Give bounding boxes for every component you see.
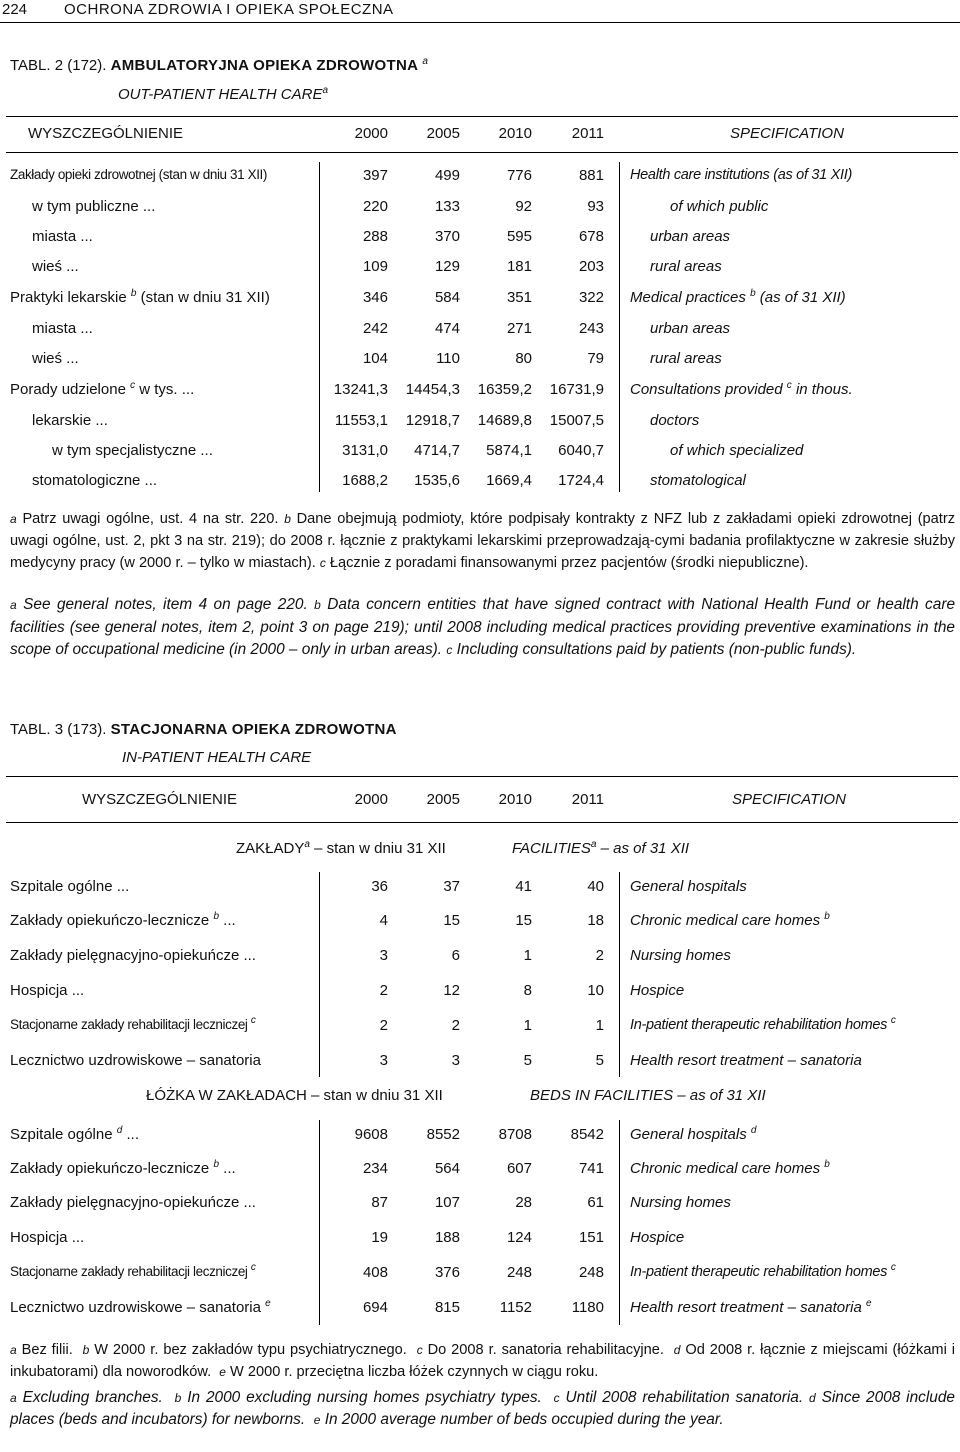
row-label-sup: e bbox=[865, 1298, 872, 1309]
cell-value: 370 bbox=[434, 228, 460, 245]
footnote-marker: b bbox=[82, 1343, 90, 1357]
cell-value: 220 bbox=[362, 198, 388, 215]
cell-value: 8708 bbox=[498, 1126, 532, 1143]
row-label-en bbox=[650, 472, 746, 489]
cell-value: 881 bbox=[578, 167, 604, 184]
footnote-marker: b bbox=[314, 598, 321, 612]
row-label-sup: c bbox=[130, 380, 136, 391]
row-label-en-text: Health resort treatment – sanatoria bbox=[630, 1299, 862, 1316]
cell-value: 181 bbox=[506, 258, 532, 275]
running-title: OCHRONA ZDROWIA I OPIEKA SPOŁECZNA bbox=[64, 1, 394, 18]
table3-title bbox=[10, 721, 397, 738]
footnote-marker: d bbox=[673, 1343, 681, 1357]
row-label-en bbox=[670, 198, 768, 215]
row-label-sup: b bbox=[824, 1159, 830, 1170]
cell-value: 36 bbox=[371, 878, 388, 895]
header-rule bbox=[0, 22, 960, 23]
cell-value: 243 bbox=[578, 320, 604, 337]
row-label-sup: b bbox=[750, 288, 756, 299]
cell-value: 346 bbox=[362, 289, 388, 306]
row-label-pl-text: Zakłady pielęgnacyjno-opiekuńcze ... bbox=[10, 1194, 256, 1211]
row-label-pl-text: Zakłady opiekuńczo-lecznicze bbox=[10, 1160, 210, 1177]
row-label-en bbox=[650, 412, 699, 429]
footnote-text: In 2000 excluding nursing homes psychiatry types. bbox=[187, 1389, 542, 1406]
footnote-text: Until 2008 rehabilitation sanatoria. bbox=[565, 1389, 804, 1406]
row-label-pl bbox=[10, 1264, 256, 1279]
row-label-pl-tail: w tys. ... bbox=[139, 381, 195, 398]
row-label-pl-text: stomatologiczne ... bbox=[32, 472, 158, 489]
cell-value: 1724,4 bbox=[558, 472, 604, 489]
table3-divider bbox=[319, 1120, 320, 1325]
table2-top-rule bbox=[6, 116, 958, 117]
table2-title bbox=[10, 57, 428, 74]
cell-value: 3 bbox=[451, 1052, 460, 1069]
cell-value: 37 bbox=[443, 878, 460, 895]
cell-value: 741 bbox=[578, 1160, 604, 1177]
row-label-en-text: of which specialized bbox=[670, 442, 804, 459]
cell-value: 2 bbox=[595, 947, 604, 964]
footnote-text: Od 2008 r. łącznie z miejscami (łóżkami i inkubatorami) dla noworodków. bbox=[10, 1342, 955, 1380]
footnote-text: Excluding branches. bbox=[22, 1389, 163, 1406]
section-heading-en-text: FACILITIES bbox=[512, 840, 591, 857]
row-label-pl-text: Stacjonarne zakłady rehabilitacji leczniczej bbox=[10, 1264, 248, 1279]
col-header-left: WYSZCZEGÓLNIENIE bbox=[28, 125, 184, 142]
table3-top-rule bbox=[6, 776, 958, 777]
section-heading-pl: ŁÓŻKA W ZAKŁADACH – stan w dniu 31 XII bbox=[146, 1087, 443, 1104]
row-label-pl-text: Stacjonarne zakłady rehabilitacji leczniczej bbox=[10, 1017, 248, 1032]
page-number: 224 bbox=[2, 1, 28, 18]
col-header-year: 2000 bbox=[354, 125, 388, 142]
cell-value: 288 bbox=[362, 228, 388, 245]
row-label-pl bbox=[10, 878, 129, 895]
row-label-en-text: Health care institutions (as of 31 XII) bbox=[630, 167, 853, 183]
footnote-marker: c bbox=[446, 643, 453, 657]
cell-value: 6 bbox=[451, 947, 460, 964]
row-label-sup: c bbox=[890, 1015, 896, 1026]
cell-value: 104 bbox=[362, 350, 388, 367]
row-label-en bbox=[630, 289, 846, 306]
row-label-pl-text: Zakłady pielęgnacyjno-opiekuńcze ... bbox=[10, 947, 256, 964]
cell-value: 408 bbox=[362, 1264, 388, 1281]
row-label-pl bbox=[10, 1017, 256, 1032]
row-label-en-text: Health resort treatment – sanatoria bbox=[630, 1052, 862, 1069]
cell-value: 12918,7 bbox=[405, 412, 460, 429]
row-label-pl bbox=[32, 228, 93, 245]
table3-divider bbox=[319, 872, 320, 1077]
row-label-en bbox=[630, 912, 830, 929]
table2-subtitle-text: OUT-PATIENT HEALTH CARE bbox=[118, 86, 323, 103]
cell-value: 11553,1 bbox=[334, 412, 388, 429]
row-label-sup: b bbox=[130, 288, 137, 299]
row-label-pl-text: miasta ... bbox=[32, 320, 93, 337]
row-label-pl bbox=[10, 1299, 271, 1316]
table3-notes-pl bbox=[10, 1339, 955, 1383]
footnote-text: Including consultations paid by patients (non-public funds). bbox=[456, 641, 857, 658]
footnote-marker: c bbox=[553, 1391, 560, 1405]
row-label-pl bbox=[10, 1194, 256, 1211]
row-label-pl-tail: ... bbox=[126, 1126, 139, 1143]
footnote-text: Since 2008 include places (beds and incubators) for newborns. bbox=[10, 1389, 955, 1428]
table3-header-rule bbox=[6, 822, 958, 823]
table3-label: TABL. 3 (173). bbox=[10, 721, 107, 738]
row-label-pl bbox=[10, 167, 267, 182]
footnote-text: In 2000 average number of beds occupied during the year. bbox=[324, 1411, 724, 1428]
table3-subtitle: IN-PATIENT HEALTH CARE bbox=[122, 749, 312, 766]
cell-value: 776 bbox=[506, 167, 532, 184]
cell-value: 18 bbox=[587, 912, 604, 929]
row-label-pl-text: Zakłady opiekuńczo-lecznicze bbox=[10, 912, 210, 929]
row-label-pl-text: Hospicja ... bbox=[10, 982, 85, 999]
cell-value: 92 bbox=[515, 198, 532, 215]
row-label-en-text: urban areas bbox=[650, 320, 731, 337]
footnote-text: W 2000 r. przeciętna liczba łóżek czynnych w ciągu roku. bbox=[230, 1364, 599, 1380]
cell-value: 248 bbox=[578, 1264, 604, 1281]
cell-value: 1 bbox=[523, 1017, 532, 1034]
row-label-sup: d bbox=[750, 1125, 757, 1136]
row-label-pl-text: Szpitale ogólne ... bbox=[10, 878, 130, 895]
table2-divider bbox=[619, 162, 620, 492]
col-header-right: SPECIFICATION bbox=[730, 125, 844, 142]
table2-title-text: AMBULATORYJNA OPIEKA ZDROWOTNA bbox=[110, 57, 419, 74]
row-label-en-text: General hospitals bbox=[630, 1126, 747, 1143]
cell-value: 19 bbox=[371, 1229, 388, 1246]
footnote-marker: c bbox=[319, 556, 326, 570]
cell-value: 10 bbox=[587, 982, 604, 999]
cell-value: 1535,6 bbox=[414, 472, 460, 489]
row-label-en-tail: in thous. bbox=[795, 381, 853, 398]
table2-label: TABL. 2 (172). bbox=[10, 57, 107, 74]
row-label-pl-text: Lecznictwo uzdrowiskowe – sanatoria bbox=[10, 1299, 261, 1316]
section-sup: a bbox=[304, 839, 310, 850]
row-label-pl bbox=[10, 289, 270, 306]
cell-value: 188 bbox=[434, 1229, 460, 1246]
col-header-year: 2000 bbox=[354, 791, 388, 808]
row-label-pl-text: w tym publiczne ... bbox=[32, 198, 156, 215]
footnote-text: See general notes, item 4 on page 220. bbox=[23, 596, 308, 613]
table2-header-rule bbox=[6, 152, 958, 153]
cell-value: 397 bbox=[362, 167, 388, 184]
cell-value: 5874,1 bbox=[486, 442, 532, 459]
cell-value: 5 bbox=[595, 1052, 604, 1069]
row-label-en bbox=[630, 878, 747, 895]
table3-notes-en bbox=[10, 1387, 955, 1431]
row-label-pl bbox=[32, 198, 155, 215]
row-label-pl bbox=[10, 947, 256, 964]
cell-value: 8542 bbox=[570, 1126, 604, 1143]
row-label-en-text: rural areas bbox=[650, 258, 722, 275]
cell-value: 13241,3 bbox=[333, 381, 388, 398]
row-label-pl-text: Hospicja ... bbox=[10, 1229, 85, 1246]
row-label-en bbox=[630, 982, 684, 999]
cell-value: 124 bbox=[506, 1229, 532, 1246]
row-label-pl bbox=[10, 1052, 261, 1069]
row-label-en-text: stomatological bbox=[650, 472, 746, 489]
row-label-en-text: Hospice bbox=[630, 982, 685, 999]
row-label-en-text: General hospitals bbox=[630, 878, 747, 895]
row-label-sup: b bbox=[824, 911, 830, 922]
cell-value: 107 bbox=[434, 1194, 460, 1211]
cell-value: 271 bbox=[506, 320, 532, 337]
cell-value: 322 bbox=[578, 289, 604, 306]
row-label-en bbox=[650, 350, 722, 367]
row-label-en bbox=[630, 381, 853, 398]
row-label-en-text: doctors bbox=[650, 412, 700, 429]
row-label-sup: c bbox=[250, 1262, 256, 1273]
row-label-en bbox=[630, 1264, 896, 1280]
table3-divider bbox=[619, 872, 620, 1077]
row-label-pl bbox=[10, 982, 84, 999]
cell-value: 1688,2 bbox=[342, 472, 388, 489]
footnote-marker: b bbox=[174, 1391, 182, 1405]
row-label-en bbox=[630, 1194, 731, 1211]
row-label-pl-text: Szpitale ogólne bbox=[10, 1126, 113, 1143]
row-label-pl-text: wieś ... bbox=[32, 258, 79, 275]
cell-value: 16359,2 bbox=[477, 381, 532, 398]
row-label-en bbox=[650, 258, 722, 275]
row-label-en bbox=[630, 1229, 684, 1246]
row-label-pl bbox=[32, 472, 157, 489]
col-header-year: 2010 bbox=[498, 125, 532, 142]
row-label-en-text: In-patient therapeutic rehabilitation homes bbox=[630, 1264, 888, 1280]
row-label-en-text: rural areas bbox=[650, 350, 722, 367]
row-label-en bbox=[630, 1052, 862, 1069]
row-label-pl-text: lekarskie ... bbox=[32, 412, 108, 429]
row-label-pl-text: Porady udzielone bbox=[10, 381, 126, 398]
row-label-en-text: Medical practices bbox=[630, 289, 746, 306]
row-label-en-text: Chronic medical care homes bbox=[630, 912, 821, 929]
cell-value: 1 bbox=[595, 1017, 604, 1034]
footnote-text: Do 2008 r. sanatoria rehabilitacyjne. bbox=[427, 1342, 664, 1358]
row-label-pl-text: Lecznictwo uzdrowiskowe – sanatoria bbox=[10, 1052, 261, 1069]
cell-value: 87 bbox=[371, 1194, 388, 1211]
section-heading-en-tail: – as of 31 XII bbox=[600, 840, 690, 857]
row-label-sup: c bbox=[890, 1262, 896, 1273]
cell-value: 4 bbox=[379, 912, 388, 929]
cell-value: 1152 bbox=[499, 1299, 532, 1316]
footnote-text: Bez filii. bbox=[21, 1342, 73, 1358]
col-header-year: 2011 bbox=[571, 791, 604, 808]
row-label-pl-text: miasta ... bbox=[32, 228, 93, 245]
page-header bbox=[0, 0, 960, 22]
cell-value: 815 bbox=[434, 1299, 460, 1316]
table2-subtitle-sup: a bbox=[322, 85, 329, 96]
cell-value: 694 bbox=[362, 1299, 388, 1316]
footnote-marker: a bbox=[10, 598, 17, 612]
cell-value: 248 bbox=[506, 1264, 532, 1281]
row-label-en-text: Nursing homes bbox=[630, 1194, 731, 1211]
row-label-en-text: Consultations provided bbox=[630, 381, 783, 398]
section-heading-pl-text: ZAKŁADY bbox=[236, 840, 305, 857]
row-label-en-text: In-patient therapeutic rehabilitation homes bbox=[630, 1017, 888, 1033]
cell-value: 2 bbox=[379, 1017, 388, 1034]
footnote-marker: b bbox=[284, 512, 291, 526]
section-sup: a bbox=[590, 839, 597, 850]
table2-notes-en bbox=[10, 594, 955, 662]
cell-value: 79 bbox=[587, 350, 604, 367]
row-label-sup: b bbox=[213, 911, 219, 922]
footnote-marker: e bbox=[219, 1365, 226, 1379]
footnote-marker: a bbox=[10, 1391, 17, 1405]
row-label-pl bbox=[10, 381, 194, 398]
cell-value: 6040,7 bbox=[558, 442, 604, 459]
cell-value: 80 bbox=[515, 350, 532, 367]
cell-value: 15007,5 bbox=[549, 412, 604, 429]
cell-value: 61 bbox=[587, 1194, 604, 1211]
cell-value: 12 bbox=[443, 982, 460, 999]
cell-value: 595 bbox=[506, 228, 532, 245]
row-label-pl bbox=[52, 442, 213, 459]
cell-value: 8 bbox=[523, 982, 532, 999]
section-heading-pl bbox=[236, 840, 446, 857]
cell-value: 564 bbox=[434, 1160, 460, 1177]
row-label-pl bbox=[10, 1229, 84, 1246]
cell-value: 1 bbox=[523, 947, 532, 964]
footnote-text: Dane obejmują podmioty, które podpisały kontrakty z NFZ lub z zakładami opieki zdrowotnej (patrz uwagi ogólne, ust. 2, pkt 3 na str. 219); do 2008 r. łącznie z praktykami lekarskimi przeprowadzają-cymi badania profilaktyczne w zakresie służby medycyny pracy (w 2000 r. – tylko w miastach). bbox=[10, 511, 956, 571]
row-label-sup: e bbox=[265, 1298, 271, 1309]
table2-title-sup: a bbox=[422, 56, 428, 67]
cell-value: 3131,0 bbox=[342, 442, 388, 459]
cell-value: 678 bbox=[578, 228, 604, 245]
row-label-pl-tail: ... bbox=[223, 912, 236, 929]
cell-value: 234 bbox=[362, 1160, 388, 1177]
cell-value: 129 bbox=[434, 258, 460, 275]
cell-value: 133 bbox=[434, 198, 460, 215]
cell-value: 584 bbox=[434, 289, 460, 306]
cell-value: 3 bbox=[379, 947, 388, 964]
row-label-en-text: Nursing homes bbox=[630, 947, 731, 964]
col-header-left: WYSZCZEGÓLNIENIE bbox=[82, 791, 238, 808]
col-header-year: 2011 bbox=[571, 125, 604, 142]
cell-value: 15 bbox=[515, 912, 532, 929]
row-label-pl bbox=[10, 912, 236, 929]
cell-value: 5 bbox=[523, 1052, 532, 1069]
row-label-pl bbox=[32, 320, 93, 337]
row-label-pl-text: w tym specjalistyczne ... bbox=[52, 442, 213, 459]
row-label-en bbox=[630, 947, 731, 964]
cell-value: 4714,7 bbox=[414, 442, 460, 459]
row-label-pl-tail: ... bbox=[223, 1160, 236, 1177]
footnote-marker: a bbox=[10, 512, 17, 526]
section-heading-pl-tail: – stan w dniu 31 XII bbox=[314, 840, 446, 857]
row-label-en bbox=[630, 1126, 756, 1143]
row-label-pl bbox=[32, 412, 108, 429]
table3-divider bbox=[619, 1120, 620, 1325]
cell-value: 8552 bbox=[426, 1126, 460, 1143]
col-header-year: 2010 bbox=[498, 791, 532, 808]
cell-value: 474 bbox=[434, 320, 460, 337]
footnote-marker: e bbox=[313, 1413, 321, 1427]
footnote-text: Data concern entities that have signed contract with National Health Fund or health care facilities (see general notes, item 2, point 3 on page 219); until 2008 including medical practices providing preventive examinations in the scope of occupational medicine (in 2000 – only in urban areas). bbox=[10, 596, 955, 658]
footnote-text: Łącznie z poradami finansowanymi przez pacjentów (środki niepubliczne). bbox=[329, 555, 809, 571]
cell-value: 40 bbox=[587, 878, 604, 895]
table2-notes-pl bbox=[10, 508, 955, 574]
cell-value: 15 bbox=[443, 912, 460, 929]
cell-value: 93 bbox=[587, 198, 604, 215]
cell-value: 151 bbox=[578, 1229, 604, 1246]
footnote-marker: d bbox=[809, 1391, 816, 1405]
col-header-year: 2005 bbox=[426, 125, 460, 142]
section-heading-en: BEDS IN FACILITIES – as of 31 XII bbox=[530, 1087, 766, 1104]
row-label-en-text: Hospice bbox=[630, 1229, 685, 1246]
table3-title-text: STACJONARNA OPIEKA ZDROWOTNA bbox=[110, 721, 397, 738]
cell-value: 16731,9 bbox=[549, 381, 604, 398]
cell-value: 41 bbox=[515, 878, 532, 895]
row-label-en bbox=[650, 228, 730, 245]
row-label-pl-text: Praktyki lekarskie bbox=[10, 289, 127, 306]
cell-value: 109 bbox=[362, 258, 388, 275]
cell-value: 3 bbox=[379, 1052, 388, 1069]
cell-value: 14689,8 bbox=[477, 412, 532, 429]
cell-value: 2 bbox=[451, 1017, 460, 1034]
cell-value: 1180 bbox=[571, 1299, 604, 1316]
cell-value: 607 bbox=[506, 1160, 532, 1177]
footnote-marker: c bbox=[416, 1343, 423, 1357]
section-heading-en bbox=[512, 840, 689, 857]
cell-value: 14454,3 bbox=[405, 381, 460, 398]
cell-value: 351 bbox=[506, 289, 532, 306]
row-label-en bbox=[630, 1160, 830, 1177]
cell-value: 1669,4 bbox=[486, 472, 532, 489]
cell-value: 376 bbox=[434, 1264, 460, 1281]
cell-value: 203 bbox=[578, 258, 604, 275]
row-label-pl bbox=[10, 1160, 236, 1177]
row-label-en bbox=[650, 320, 730, 337]
cell-value: 242 bbox=[362, 320, 388, 337]
row-label-pl bbox=[32, 258, 79, 275]
col-header-right: SPECIFICATION bbox=[732, 791, 846, 808]
row-label-en bbox=[670, 442, 803, 459]
row-label-pl bbox=[10, 1126, 139, 1143]
row-label-sup: b bbox=[213, 1159, 219, 1170]
cell-value: 110 bbox=[436, 350, 460, 367]
footnote-text: Patrz uwagi ogólne, ust. 4 na str. 220. bbox=[22, 511, 279, 527]
row-label-en-tail: (as of 31 XII) bbox=[759, 289, 846, 306]
row-label-sup: d bbox=[116, 1125, 123, 1136]
row-label-en-text: of which public bbox=[670, 198, 769, 215]
row-label-en-text: Chronic medical care homes bbox=[630, 1160, 821, 1177]
row-label-en bbox=[630, 167, 852, 183]
cell-value: 2 bbox=[379, 982, 388, 999]
row-label-pl-tail: (stan w dniu 31 XII) bbox=[140, 289, 270, 306]
row-label-sup: c bbox=[250, 1015, 256, 1026]
cell-value: 499 bbox=[434, 167, 460, 184]
row-label-en bbox=[630, 1017, 896, 1033]
row-label-pl-text: wieś ... bbox=[32, 350, 79, 367]
footnote-marker: a bbox=[10, 1343, 17, 1357]
row-label-sup: c bbox=[786, 380, 792, 391]
table2-subtitle bbox=[118, 86, 328, 103]
row-label-en-text: urban areas bbox=[650, 228, 731, 245]
row-label-pl bbox=[32, 350, 79, 367]
row-label-pl-text: Zakłady opieki zdrowotnej (stan w dniu 31 XII) bbox=[10, 167, 267, 182]
cell-value: 28 bbox=[515, 1194, 532, 1211]
cell-value: 9608 bbox=[354, 1126, 388, 1143]
row-label-en bbox=[630, 1299, 872, 1316]
footnote-text: W 2000 r. bez zakładów typu psychiatrycznego. bbox=[94, 1342, 407, 1358]
col-header-year: 2005 bbox=[426, 791, 460, 808]
